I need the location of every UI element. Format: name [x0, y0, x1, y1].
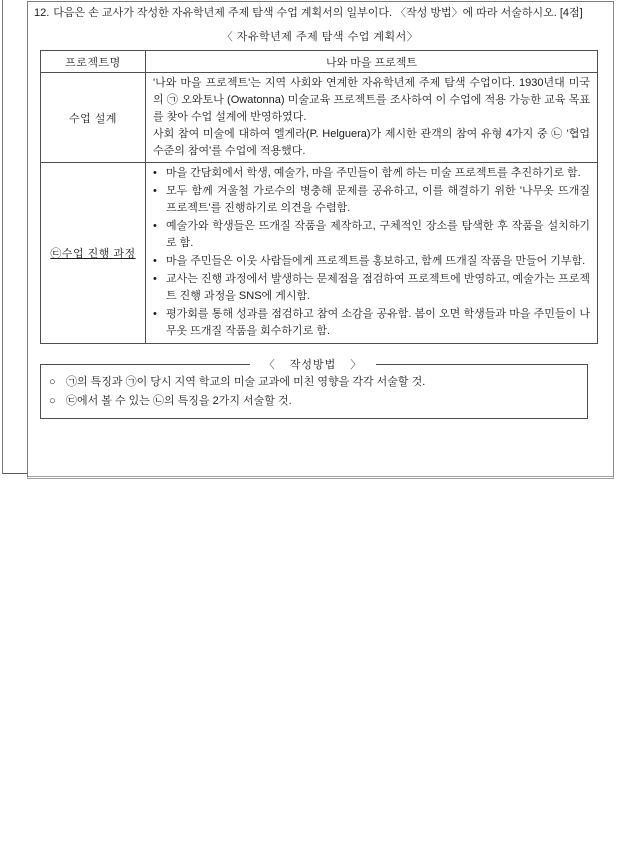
guideline-item: [49, 392, 577, 411]
bullet-text: 평가회를 통해 성과를 점검하고 참여 소감을 공유함. 봄이 오면 학생들과 마을 주민들이 나무옷 뜨개질 작품을 회수하기로 함.: [166, 308, 590, 337]
guideline-text: ㉢에서 볼 수 있는 ㉡의 특징을 2가지 서술할 것.: [66, 395, 292, 407]
bullet-icon: •: [153, 167, 157, 179]
table-row-lesson-progress: [41, 163, 598, 344]
question-body: 다음은 손 교사가 작성한 자유학년제 주제 탐색 수업 계획서의 일부이다. 〈작성 방법〉에 따라 서술하시오. [4점]: [53, 7, 583, 19]
list-item: [153, 271, 590, 305]
circle-marker-icon: ○: [49, 395, 56, 407]
bullet-text: 예술가와 학생들은 뜨개질 작품을 제작하고, 구체적인 장소를 탐색한 후 작품을 설치하기로 함.: [166, 220, 590, 249]
bullet-text: 마을 간담회에서 학생, 예술가, 마을 주민들이 함께 하는 미술 프로젝트를 추진하기로 함.: [166, 167, 581, 179]
question-area: [27, 1, 614, 479]
circle-marker-icon: ○: [49, 376, 56, 388]
project-name-value: 나와 마을 프로젝트: [146, 51, 598, 73]
page-margin-column: [2, 0, 27, 474]
lesson-progress-label-text: ㉢수업 진행 과정: [50, 248, 136, 260]
list-item: [153, 165, 590, 182]
bullet-icon: •: [153, 273, 157, 285]
table-row-lesson-design: [41, 73, 598, 163]
bullet-text: 모두 함께 겨울철 가로수의 병충해 문제를 공유하고, 이를 해결하기 위한 '나무옷 뜨개질 프로젝트'를 진행하기로 의견을 수렴함.: [166, 185, 590, 214]
list-item: [153, 253, 590, 270]
plan-title: 〈 자유학년제 주제 탐색 수업 계획서〉: [221, 31, 419, 43]
guideline-item: [49, 373, 577, 392]
lesson-plan-table: [40, 50, 598, 344]
question-text: [34, 5, 606, 21]
bullet-icon: •: [153, 220, 157, 232]
lesson-design-paragraph: 사회 참여 미술에 대하여 엘게라(P. Helguera)가 제시한 관객의 참여 유형 4가지 중 ㉡ '협업 수준의 참여'를 수업에 적용했다.: [153, 128, 590, 157]
lesson-design-content: [146, 73, 598, 163]
guideline-text: ㉠의 특징과 ㉠이 당시 지역 학교의 미술 교과에 미친 영향을 각각 서술할 것.: [66, 376, 426, 388]
list-item: [153, 183, 590, 217]
bullet-icon: •: [153, 308, 157, 320]
bullet-text: 마을 주민들은 이웃 사람들에게 프로젝트를 홍보하고, 함께 뜨개질 작품을 만들어 기부함.: [166, 255, 586, 267]
list-item: [153, 306, 590, 340]
lesson-design-label: 수업 설계: [41, 73, 146, 163]
progress-bullet-list: [153, 165, 590, 340]
lesson-design-paragraph: '나와 마을 프로젝트'는 지역 사회와 연계한 자유학년제 주제 탐색 수업이다. 1930년대 미국의 ㉠ 오와토나 (Owatonna) 미술교육 프로젝트를 조사하여 이 수업에 적용 가능한 교육 목표를 찾아 수업 설계에 반영하였다.: [153, 77, 590, 123]
lesson-progress-label: [41, 163, 146, 344]
list-item: [153, 218, 590, 252]
bullet-icon: •: [153, 255, 157, 267]
writing-guidelines-title: 〈 작성방법 〉: [263, 359, 363, 371]
question-number: 12.: [34, 7, 50, 19]
writing-guidelines-box: [40, 356, 588, 419]
project-name-header: 프로젝트명: [41, 51, 146, 73]
bullet-icon: •: [153, 185, 157, 197]
lesson-progress-content: [146, 163, 598, 344]
bullet-text: 교사는 진행 과정에서 발생하는 문제점을 점검하여 프로젝트에 반영하고, 예술가는 프로젝트 진행 과정을 SNS에 게시함.: [166, 273, 590, 302]
table-header-row: [41, 51, 598, 73]
